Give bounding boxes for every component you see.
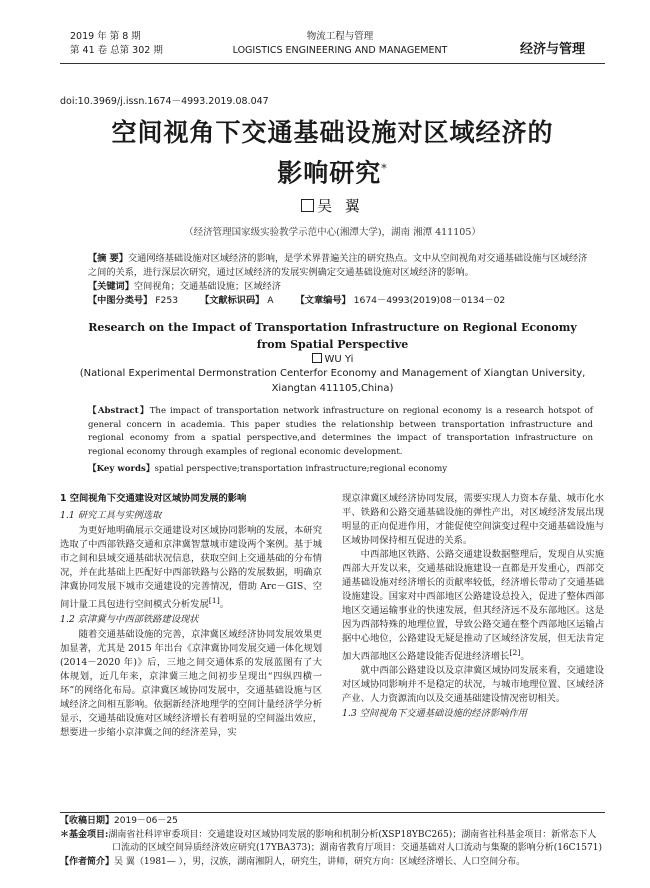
keywords-en-text: spatial perspective;transportation infrastructure;regional economy xyxy=(154,464,448,474)
section-heading-1: 1 空间视角下交通建设对区域协同发展的影响 xyxy=(60,493,247,504)
abstract-text: 交通网络基础设施对区域经济的影响，是学术界普遍关注的研究热点。文中从空间视角对交通基础设施与区域经济之间的关系，进行深层次研究，通过区域经济的发展实例确定交通基础设施对区域经济的影响。 xyxy=(88,253,588,278)
author-en-box-icon xyxy=(312,353,322,363)
abstract-cn xyxy=(88,252,593,308)
section-label: 经济与管理 xyxy=(520,42,586,57)
keywords-text: 空间视角；交通基础设施；区域经济 xyxy=(133,281,281,292)
paragraph: 现京津冀区域经济协同发展，需要实现人力资本存量、城市化水平、铁路和公路交通基础设施的弹性产出，对区域经济发展出现明显的正向促进作用，才能促使空间演变过程中交通基础设施与区域协同保持相互促进的关系。 xyxy=(342,493,604,546)
body-right-column xyxy=(342,492,604,722)
author-name-en: WU Yi xyxy=(324,354,354,365)
affiliation-cn: （经济管理国家级实验教学示范中心(湘潭大学)，湖南 湘潭 411105） xyxy=(184,227,481,238)
author-bio: 吴 翼（1981— ），男，汉族，湖南湘阴人，研究生，讲师，研究方向：区域经济增长、人口空间分布。 xyxy=(114,856,526,867)
paragraph: 为更好地明确展示交通建设对区域协同影响的发展，本研究选取了中西部铁路交通和京津冀智慧城市建设两个案例。基于城市之间和县域交通基础状况信息，获取空间上交通基础的分布情况，并在此基础上匹配好中西部铁路与公路的发展数据，明确京津冀协同发展下城市交通建设的完善情况，借助 Arc－GIS、空间计量工具包进行空间模式分析发展[1]。 xyxy=(60,525,322,611)
keywords-en xyxy=(88,462,593,474)
author-en xyxy=(60,353,605,365)
received-date: 2019－06－25 xyxy=(114,816,178,826)
fund-label: ＊基金项目: xyxy=(60,829,109,840)
year-issue: 2019 年 第 8 期 xyxy=(70,31,141,42)
paper-title-en xyxy=(60,319,605,353)
clc-value: F253 xyxy=(155,295,179,306)
volume-issue: 第 41 卷 总第 302 期 xyxy=(70,45,163,56)
received-label: 【收稿日期】 xyxy=(60,816,115,826)
article-no-label: 【文章编号】 xyxy=(295,295,351,306)
keywords-en-label: 【Key words】 xyxy=(88,464,155,474)
header-divider xyxy=(60,63,605,64)
author-box-icon xyxy=(301,199,314,212)
fund-marker: * xyxy=(381,162,388,175)
author-bio-label: 【作者简介】 xyxy=(60,856,115,867)
footnotes xyxy=(60,815,605,869)
affiliation-en xyxy=(60,366,605,396)
journal-name-cn: 物流工程与管理 xyxy=(306,31,374,42)
paper-title-cn xyxy=(60,115,605,191)
body-left-column xyxy=(60,492,322,740)
author-name-cn: 吴 翼 xyxy=(317,197,364,215)
paragraph: 就中西部公路建设以及京津冀区域协同发展来看，交通建设对区域协同影响并不是稳定的状况，与城市地理位置、区域经济产业、人力资源流向以及交通基础建设情况密切相关。 xyxy=(342,665,604,705)
paragraph: 中西部地区铁路、公路交通建设数据整理后，发现自从实施西部大开发以来，交通基础设施建设一直都是开发重心，西部交通基础设施对经济增长的贡献率较低，经济增长带动了交通基础设施建设。国家对中西部地区公路建设总投入，促进了整体西部地区交通运输事业的快速发展，但其经济远不及东部地区。这是因为西部特殊的地理位置，导致公路交通在整个西部地区运输占据中心地位，公路建设无疑是推动了区域经济发展，但无法肯定加大西部地区公路建设能否促进经济增长[2]。 xyxy=(342,549,604,663)
footnote-divider xyxy=(60,812,605,813)
title-line-1: 空间视角下交通基础设施对区域经济的 xyxy=(111,118,554,147)
paragraph-text: 中西部地区铁路、公路交通建设数据整理后，发现自从实施西部大开发以来，交通基础设施建设一直都是开发重心，西部交通基础设施对经济增长的贡献率较低，经济增长带动了交通基础设施建设。国家对中西部地区公路建设总投入，促进了整体西部地区交通运输事业的快速发展，但其经济远不及东部地区。这是因为西部特殊的地理位置，导致公路交通在整个西部地区运输占据中心地位，公路建设无疑是推动了区域经济发展，但无法肯定加大西部地区公路建设能否促进经济增长 xyxy=(342,549,604,663)
abstract-en-text: The impact of transportation network infrastructure on regional economy is a research hotspot of general concern in academia. This paper studies the relationship between transportation infrastructure and regional economy from a spatial perspective,and determines the impact of transportation infrastructure on regional economy through examples of regional economic development. xyxy=(88,406,593,457)
journal-name-en: LOGISTICS ENGINEERING AND MANAGEMENT xyxy=(232,45,448,56)
keywords-label: 【关键词】 xyxy=(88,281,134,292)
doc-code-label: 【文献标识码】 xyxy=(200,295,265,306)
subsection-heading-1-1: 1.1 研究工具与实例选取 xyxy=(60,510,162,521)
doi: doi:10.3969/j.issn.1674－4993.2019.08.047 xyxy=(60,96,269,107)
subsection-heading-1-3: 1.3 空间视角下交通基础设施的经济影响作用 xyxy=(342,708,528,720)
paragraph-text: 为更好地明确展示交通建设对区域协同影响的发展，本研究选取了中西部铁路交通和京津冀智慧城市建设两个案例。基于城市之间和县域交通基础状况信息，获取空间上交通基础的分布情况，并在此基础上匹配好中西部铁路与公路的发展数据，明确京津冀协同发展下城市交通建设的完善情况，借助 Arc－GIS、空间计量工具包进行空间模式分析发展 xyxy=(60,525,322,611)
journal-issue-info xyxy=(70,30,163,58)
title-line-2 xyxy=(60,151,605,191)
classification-row xyxy=(88,294,593,308)
abstract-label: 【摘 要】 xyxy=(88,253,128,264)
article-no-value: 1674－4993(2019)08－0134－02 xyxy=(353,295,506,306)
citation-2: [2] xyxy=(509,648,521,657)
journal-name xyxy=(200,30,480,58)
abstract-en-label: 【Abstract】 xyxy=(88,406,150,416)
title-en-line-2: from Spatial Perspective xyxy=(256,338,409,351)
subsection-heading-1-2: 1.2 京津冀与中西部铁路建设现状 xyxy=(60,614,199,626)
abstract-en xyxy=(88,405,593,459)
fund-text: 湖南省社科评审委项目：交通建设对区域协同发展的影响和机制分析(XSP18YBC265)；湖南省社科基金项目：新常态下人口流动的区域空间异质经济效应研究(17YBA373)；湖南省教育厅项目：交通基础对人口流动与集聚的影响分析(16C1571) xyxy=(108,829,602,853)
doc-code-value: A xyxy=(267,295,274,306)
title-line-2-text: 影响研究 xyxy=(277,158,382,188)
author-cn xyxy=(60,195,605,216)
paragraph: 随着交通基础设施的完善，京津冀区域经济协同发展效果更加显著，尤其是 2015 年出台《京津冀协同发展交通一体化规划(2014－2020 年)》后，三地之间交通体系的发展蓝图有了大体规划，近几年来，京津冀三地之间初步呈现出“四纵四横一环”的网络化布局。京津冀区域协同发展中，交通基础设施与区域经济之间相互影响。依据新经济地理学的空间计量经济学分析显示，交通基础设施对区域经济增长有着明显的空间溢出效应，想要进一步缩小京津冀之间的经济差异，实 xyxy=(60,629,322,739)
affiliation-en-line-2: Xiangtan 411105,China) xyxy=(271,383,394,394)
title-en-line-1: Research on the Impact of Transportation Infrastructure on Regional Economy xyxy=(88,321,577,334)
clc-label: 【中图分类号】 xyxy=(88,295,153,306)
citation-1: [1] xyxy=(208,596,220,605)
affiliation-en-line-1: (National Experimental Dermonstration Centerfor Economy and Management of Xiangtan University, xyxy=(79,368,586,379)
